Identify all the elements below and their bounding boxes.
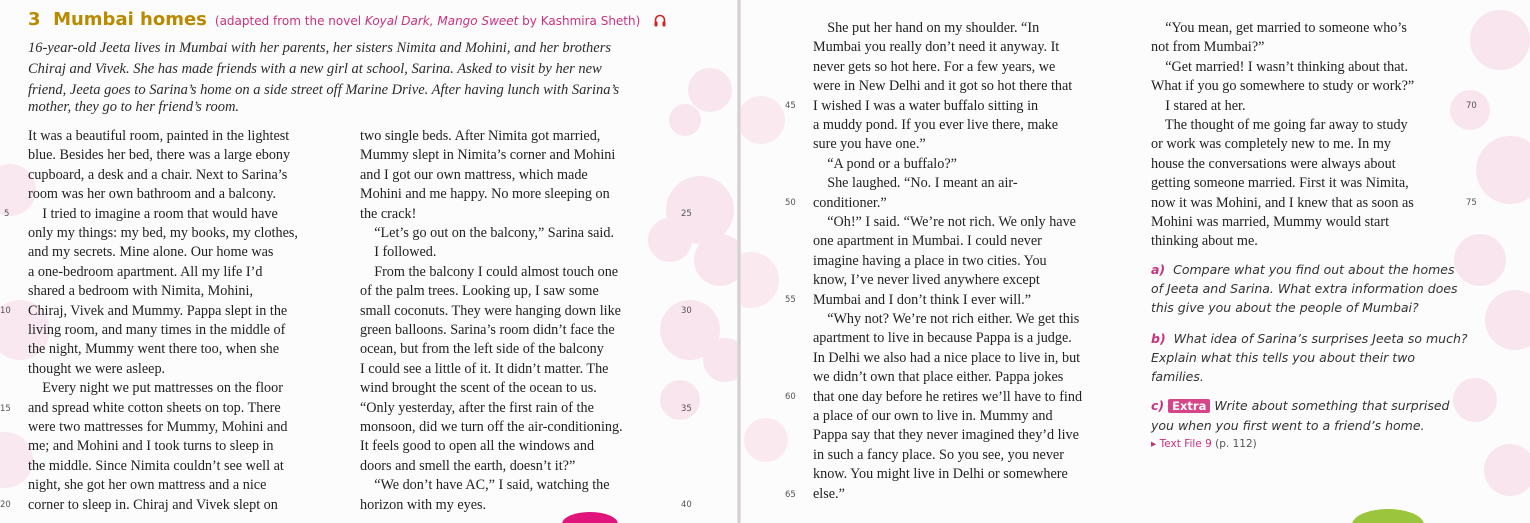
- intro-line: 16-year-old Jeeta lives in Mumbai with her parents, her sisters Nimita and Mohini, and her brothers: [28, 40, 612, 56]
- text-line: or work was completely new to me. In my: [1151, 136, 1391, 153]
- text-line: a place of our own to live in. Mummy and: [813, 408, 1053, 424]
- task-c: c) Extra Write about something that surprised: [1151, 398, 1450, 413]
- text-line: Mohini was married, Mummy would start: [1151, 214, 1390, 230]
- text-line: Chiraj, Vivek and Mummy. Pappa slept in the: [28, 302, 288, 319]
- text-line: a one-bedroom apartment. All my life I’d: [28, 263, 263, 280]
- line-number: 70: [1466, 101, 1477, 111]
- text-line: we didn’t own that place either. Pappa jokes: [813, 369, 1064, 386]
- text-line: The thought of me going far away to study: [1151, 117, 1408, 133]
- line-number: 50: [785, 198, 796, 208]
- left-page: [0, 0, 737, 523]
- text-line: She laughed. “No. I meant an air-: [813, 175, 1018, 192]
- text-line: wind brought the scent of the ocean to us.: [360, 380, 597, 397]
- text-line: thinking about me.: [1151, 233, 1258, 250]
- task-b-line: families.: [1151, 369, 1204, 384]
- text-line: small coconuts. They were hanging down like: [360, 302, 621, 319]
- line-number: 15: [0, 404, 11, 414]
- text-line: Mummy slept in Nimita’s corner and Mohini: [360, 147, 616, 164]
- text-line: corner to sleep in. Chiraj and Vivek slept on: [28, 496, 278, 513]
- text-line: never gets so hot here. For a few years, we: [813, 58, 1056, 75]
- task-b-line: Explain what this tells you about their two: [1151, 350, 1416, 365]
- text-line: Mumbai and I don’t think I ever will.”: [813, 291, 1032, 308]
- task-a-line: of Jeeta and Sarina. What extra information does: [1151, 281, 1458, 296]
- text-line: Pappa say that they never imagined they’d live: [813, 427, 1079, 444]
- pink-tab-marker: [560, 508, 620, 523]
- line-number: 35: [681, 404, 692, 414]
- text-line: were two mattresses for Mummy, Mohini and: [28, 419, 288, 435]
- text-line: only my things: my bed, my books, my clothes,: [28, 225, 298, 241]
- extra-badge: Extra: [1168, 399, 1210, 413]
- text-line: conditioner.”: [813, 194, 887, 211]
- text-line: Every night we put mattresses on the floor: [28, 380, 283, 397]
- text-line: shared a bedroom with Nimita, Mohini,: [28, 283, 253, 300]
- line-number: 65: [785, 490, 796, 500]
- chapter-heading: [28, 9, 666, 32]
- text-line: and my secrets. Mine alone. Our home was: [28, 244, 274, 261]
- text-line: two single beds. After Nimita got married,: [360, 128, 601, 144]
- text-line: not from Mumbai?”: [1151, 39, 1265, 56]
- text-line: “Only yesterday, after the first rain of the: [360, 399, 594, 416]
- text-line: monsoon, did we turn off the air-conditioning.: [360, 419, 623, 435]
- task-b: b) What idea of Sarina’s surprises Jeeta so much?: [1151, 331, 1468, 346]
- text-line: She put her hand on my shoulder. “In: [813, 20, 1040, 36]
- line-number: 60: [785, 392, 796, 402]
- text-line: thought we were asleep.: [28, 360, 166, 377]
- arrow-icon: ▸: [1151, 438, 1157, 450]
- line-number: 75: [1466, 198, 1477, 208]
- text-line: imagine having a place in two cities. You: [813, 252, 1047, 269]
- intro-line: friend, Jeeta goes to Sarina’s home on a side street off Marine Drive. After having lunch with Sarina’s: [28, 82, 620, 98]
- text-line: me; and Mohini and I took turns to sleep in: [28, 438, 274, 455]
- text-line: ocean, but from the left side of the balcony: [360, 341, 604, 358]
- line-number: 25: [681, 209, 692, 219]
- text-line: a muddy pond. If you ever live there, make: [813, 117, 1059, 133]
- text-line: I tried to imagine a room that would have: [28, 205, 278, 222]
- task-a-line: this give you about the people of Mumbai?: [1151, 300, 1419, 315]
- text-line: I wished I was a water buffalo sitting in: [813, 97, 1039, 114]
- text-line: Mohini and me happy. No more sleeping on: [360, 186, 610, 203]
- page-title: Mumbai homes: [53, 9, 207, 30]
- text-line: horizon with my eyes.: [360, 496, 487, 513]
- text-line: Mumbai you really don’t need it anyway. It: [813, 39, 1060, 56]
- text-line: else.”: [813, 485, 845, 502]
- text-line: “We don’t have AC,” I said, watching the: [360, 477, 610, 494]
- text-line: now it was Mohini, and I knew that as soon as: [1151, 194, 1414, 211]
- text-line: In Delhi we also had a nice place to live in, but: [813, 349, 1081, 366]
- text-line: house the conversations were always about: [1151, 155, 1396, 172]
- text-line: in such a fancy place. So you see, you never: [813, 446, 1064, 463]
- line-number: 20: [0, 500, 11, 510]
- text-line: It was a beautiful room, painted in the lightest: [28, 128, 290, 144]
- text-line: cupboard, a desk and a chair. Next to Sarina’s: [28, 166, 288, 183]
- text-line: and I got our own mattress, which made: [360, 166, 588, 183]
- text-line: room was her own bathroom and a balcony.: [28, 186, 277, 203]
- unit-number: 3: [28, 9, 41, 30]
- line-number: 10: [0, 306, 11, 316]
- right-page: [741, 0, 1530, 523]
- text-line: one apartment in Mumbai. I could never: [813, 233, 1042, 250]
- text-line: the night, Mummy went there too, when she: [28, 341, 279, 358]
- text-line: were in New Delhi and it got so hot there that: [813, 78, 1073, 95]
- text-line: I stared at her.: [1151, 97, 1246, 114]
- text-line: that one day before he retires we’ll have to find: [813, 388, 1083, 405]
- floral-decoration: [630, 0, 737, 523]
- intro-line: Chiraj and Vivek. She has made friends with a new girl at school, Sarina. Asked to visit by her new: [28, 61, 602, 77]
- text-line: What if you go somewhere to study or work?”: [1151, 78, 1415, 95]
- line-number: 55: [785, 295, 796, 305]
- text-line: the middle. Since Nimita couldn’t see well at: [28, 457, 284, 474]
- text-line: “Why not? We’re not rich either. We get this: [813, 311, 1080, 327]
- text-line: know, I’ve never lived anywhere except: [813, 272, 1040, 289]
- intro-line: mother, they go to her friend’s room.: [28, 99, 240, 115]
- line-number: 30: [681, 306, 692, 316]
- source-note: (adapted from the novel Koyal Dark, Mango Sweet by Kashmira Sheth): [214, 14, 641, 28]
- task-a: a) Compare what you find out about the homes: [1151, 262, 1455, 277]
- text-line: green balloons. Sarina’s room didn’t face the: [360, 322, 615, 338]
- text-line: I followed.: [360, 244, 437, 261]
- text-line: doors and smell the earth, doesn’t it?”: [360, 457, 576, 474]
- floral-decoration-inner: [741, 60, 821, 500]
- headphones-icon[interactable]: [654, 11, 666, 32]
- text-line: It feels good to open all the windows and: [360, 438, 595, 455]
- text-line: “Let’s go out on the balcony,” Sarina said.: [360, 225, 614, 241]
- text-line: the crack!: [360, 205, 417, 222]
- text-line: “Oh!” I said. “We’re not rich. We only have: [813, 214, 1076, 230]
- line-number: 45: [785, 101, 796, 111]
- text-line: of the palm trees. Looking up, I saw some: [360, 283, 599, 300]
- text-file-link[interactable]: ▸ Text File 9 (p. 112): [1151, 438, 1257, 450]
- text-line: apartment to live in because Pappa is a judge.: [813, 330, 1072, 347]
- text-line: know. You might live in Delhi or somewhere: [813, 466, 1068, 483]
- text-line: I could see a little of it. It didn’t matter. The: [360, 360, 609, 377]
- text-line: From the balcony I could almost touch one: [360, 263, 619, 280]
- text-line: night, she got her own mattress and a nice: [28, 477, 267, 494]
- text-line: “A pond or a buffalo?”: [813, 155, 957, 172]
- text-line: sure you have one.”: [813, 136, 926, 153]
- text-line: and spread white cotton sheets on top. There: [28, 399, 281, 416]
- text-line: blue. Besides her bed, there was a large ebony: [28, 147, 291, 164]
- line-number: 5: [4, 209, 10, 219]
- line-number: 40: [681, 500, 692, 510]
- text-line: “Get married! I wasn’t thinking about that.: [1151, 58, 1409, 75]
- task-c-line: you when you first went to a friend’s home.: [1151, 418, 1425, 433]
- text-line: “You mean, get married to someone who’s: [1151, 20, 1407, 36]
- text-line: living room, and many times in the middle of: [28, 322, 286, 338]
- green-tab-marker: [1350, 503, 1426, 523]
- text-line: getting someone married. First it was Nimita,: [1151, 175, 1409, 192]
